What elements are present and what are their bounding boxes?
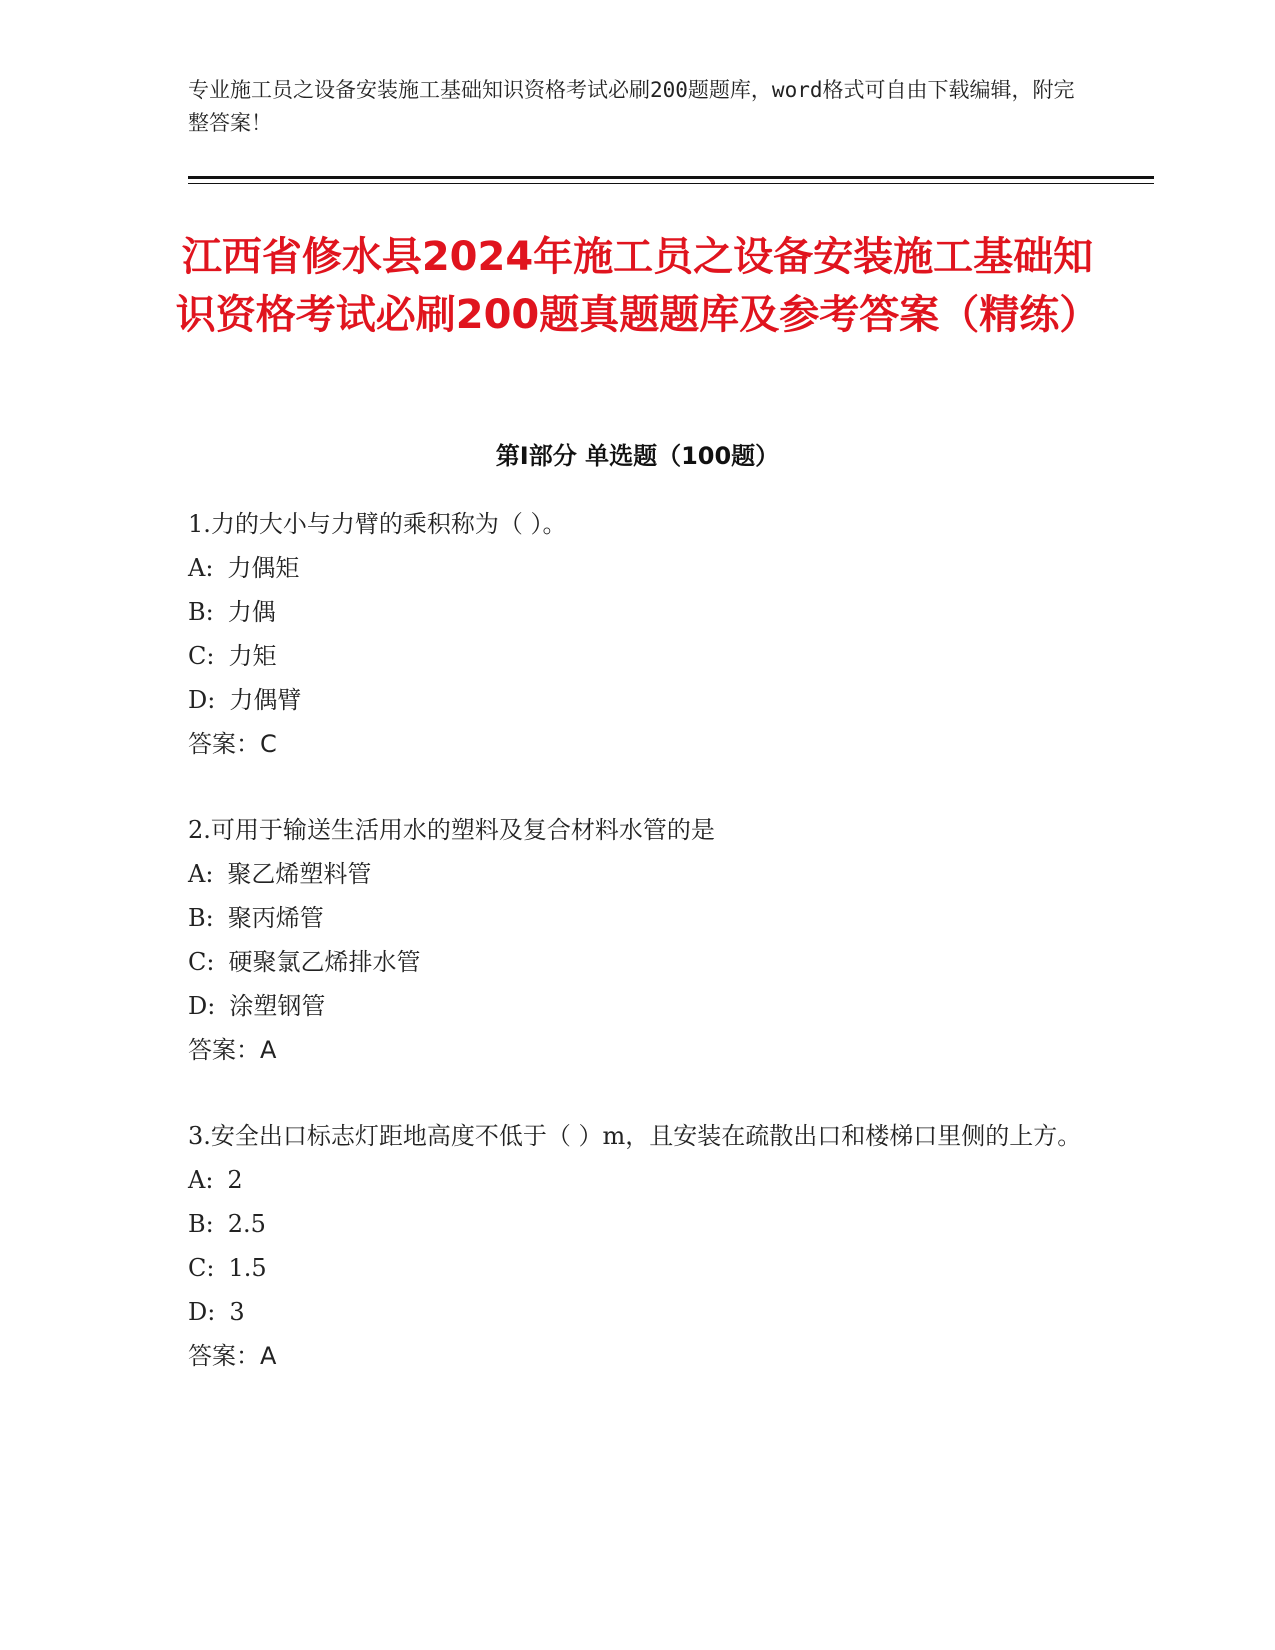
option-b (188, 590, 1088, 634)
answer: 答案：A (188, 1036, 277, 1064)
option-letter: B: (188, 598, 214, 626)
option-letter: C: (188, 948, 215, 976)
option-letter: C: (188, 1254, 215, 1282)
question-2 (188, 808, 1088, 1072)
option-letter: D: (188, 686, 216, 714)
option-letter: A: (188, 860, 214, 888)
option-letter: A: (188, 554, 214, 582)
option-letter: C: (188, 642, 215, 670)
option-c (188, 940, 1088, 984)
option-d (188, 678, 1088, 722)
option-letter: B: (188, 1210, 214, 1238)
answer: 答案：C (188, 730, 277, 758)
question-stem: 3.安全出口标志灯距地高度不低于（ ）m，且安装在疏散出口和楼梯口里侧的上方。 (188, 1122, 1082, 1150)
option-letter: D: (188, 992, 216, 1020)
header-divider-thin (188, 183, 1154, 184)
option-a (188, 546, 1088, 590)
question-stem: 2.可用于输送生活用水的塑料及复合材料水管的是 (188, 816, 715, 844)
option-text: 涂塑钢管 (229, 992, 326, 1020)
option-text: 2.5 (227, 1210, 266, 1238)
option-text: 聚乙烯塑料管 (227, 860, 372, 888)
option-text: 力偶臂 (229, 686, 302, 714)
option-text: 力矩 (228, 642, 277, 670)
option-c (188, 1246, 1088, 1290)
option-text: 力偶 (227, 598, 276, 626)
header-note: 专业施工员之设备安装施工基础知识资格考试必刷200题题库，word格式可自由下载编辑，附完整答案！ (188, 78, 1075, 135)
answer: 答案：A (188, 1342, 277, 1370)
question-1 (188, 502, 1088, 766)
option-d (188, 984, 1088, 1028)
option-b (188, 896, 1088, 940)
header-divider-thick (188, 176, 1154, 179)
option-letter: D: (188, 1298, 216, 1326)
option-d (188, 1290, 1088, 1334)
document-title: 江西省修水县2024年施工员之设备安装施工基础知识资格考试必刷200题真题题库及参考答案（精练） (175, 234, 1100, 338)
option-letter: B: (188, 904, 214, 932)
option-c (188, 634, 1088, 678)
option-b (188, 1202, 1088, 1246)
option-text: 聚丙烯管 (227, 904, 324, 932)
option-text: 2 (227, 1166, 243, 1194)
question-3 (188, 1114, 1088, 1378)
option-letter: A: (188, 1166, 214, 1194)
option-a (188, 1158, 1088, 1202)
question-stem: 1.力的大小与力臂的乘积称为（ ）。 (188, 510, 567, 538)
option-text: 力偶矩 (227, 554, 300, 582)
option-text: 1.5 (228, 1254, 267, 1282)
option-text: 3 (229, 1298, 245, 1326)
section-heading: 第I部分 单选题（100题） (495, 442, 780, 470)
option-text: 硬聚氯乙烯排水管 (228, 948, 421, 976)
option-a (188, 852, 1088, 896)
